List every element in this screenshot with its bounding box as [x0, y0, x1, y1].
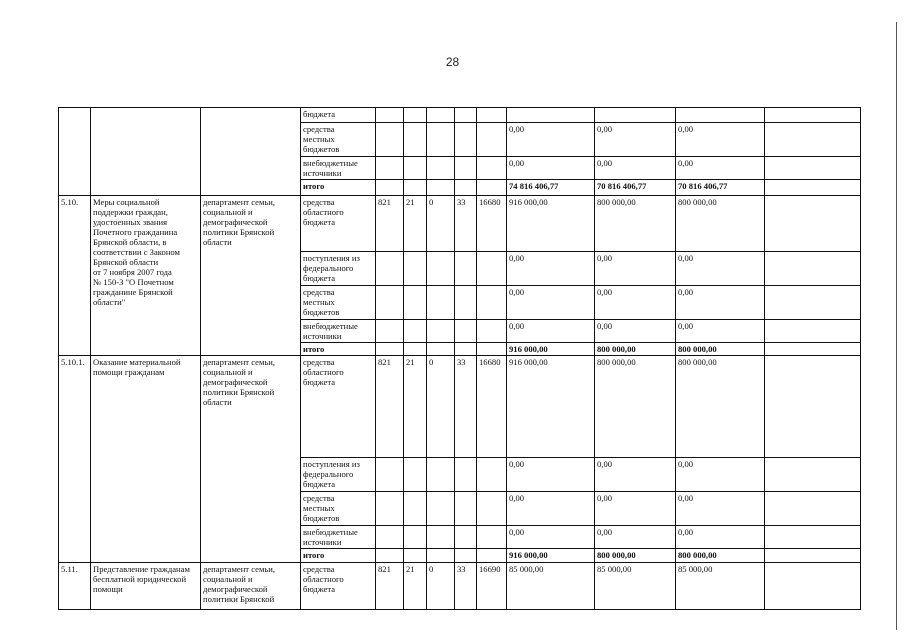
- empty-cell: [764, 525, 861, 549]
- target-code: 16690: [476, 562, 507, 610]
- code-rz: 21: [403, 562, 427, 610]
- amount-cell: 0,00: [594, 457, 676, 492]
- empty-cell: [403, 156, 427, 180]
- total-amount-cell: 800 000,00: [675, 548, 765, 563]
- measure-name: Представление гражданам бесплатной юридической помощи: [90, 562, 201, 610]
- target-code: 16680: [476, 195, 507, 252]
- source-cell: внебюджетные источники: [300, 319, 376, 343]
- source-cell: средства областного бюджета: [300, 562, 376, 610]
- code-cs: 33: [454, 562, 477, 610]
- empty-cell: [454, 179, 477, 196]
- empty-cell: [375, 491, 404, 526]
- empty-cell: [454, 457, 477, 492]
- source-cell: средства местных бюджетов: [300, 285, 376, 320]
- code-cs: 33: [454, 355, 477, 458]
- amount-cell: 0,00: [675, 319, 765, 343]
- amount-cell: 0,00: [594, 251, 676, 286]
- empty-cell: [764, 491, 861, 526]
- source-total-cell: итого: [300, 179, 376, 196]
- empty-cell: [454, 251, 477, 286]
- empty-cell: [476, 525, 507, 549]
- amount-cell: 85 000,00: [675, 562, 765, 610]
- empty-cell: [764, 285, 861, 320]
- empty-cell: [454, 491, 477, 526]
- amount-cell: 0,00: [675, 525, 765, 549]
- empty-cell: [476, 251, 507, 286]
- amount-cell: 800 000,00: [675, 195, 765, 252]
- amount-cell: 800 000,00: [594, 355, 676, 458]
- code-grbs: 821: [375, 195, 404, 252]
- amount-cell: 0,00: [594, 285, 676, 320]
- empty-cell: [476, 156, 507, 180]
- col-name-cell: [90, 107, 201, 196]
- empty-cell: [764, 342, 861, 356]
- source-cell: внебюджетные источники: [300, 156, 376, 180]
- empty-cell: [426, 457, 455, 492]
- empty-cell: [403, 179, 427, 196]
- row-number: 5.10.: [58, 195, 91, 356]
- empty-cell: [764, 122, 861, 157]
- source-cell: бюджета: [300, 107, 376, 123]
- empty-cell: [454, 156, 477, 180]
- empty-cell: [375, 457, 404, 492]
- empty-cell: [426, 342, 455, 356]
- source-total-cell: итого: [300, 342, 376, 356]
- code-grbs: 821: [375, 562, 404, 610]
- empty-cell: [476, 122, 507, 157]
- amount-cell: 0,00: [594, 122, 676, 157]
- source-cell: средства местных бюджетов: [300, 122, 376, 157]
- empty-cell: [476, 457, 507, 492]
- empty-cell: [426, 491, 455, 526]
- empty-cell: [764, 355, 861, 458]
- amount-cell: 0,00: [675, 457, 765, 492]
- source-cell: средства областного бюджета: [300, 195, 376, 252]
- empty-cell: [454, 525, 477, 549]
- empty-cell: [454, 342, 477, 356]
- empty-cell: [403, 251, 427, 286]
- amount-cell: 0,00: [594, 319, 676, 343]
- empty-cell: [764, 107, 861, 123]
- empty-cell: [426, 285, 455, 320]
- code-pr: 0: [426, 355, 455, 458]
- source-cell: внебюджетные источники: [300, 525, 376, 549]
- empty-cell: [426, 107, 455, 123]
- amount-cell: 0,00: [675, 285, 765, 320]
- empty-cell: [375, 342, 404, 356]
- code-rz: 21: [403, 355, 427, 458]
- empty-cell: [675, 107, 765, 123]
- code-pr: 0: [426, 562, 455, 610]
- empty-cell: [476, 319, 507, 343]
- empty-cell: [594, 107, 676, 123]
- source-cell: средства областного бюджета: [300, 355, 376, 458]
- total-amount-cell: 70 816 406,77: [675, 179, 765, 196]
- amount-cell: 0,00: [675, 156, 765, 180]
- empty-cell: [764, 457, 861, 492]
- empty-cell: [375, 156, 404, 180]
- row-number: 5.10.1.: [58, 355, 91, 563]
- total-amount-cell: 916 000,00: [506, 548, 595, 563]
- empty-cell: [426, 156, 455, 180]
- empty-cell: [426, 548, 455, 563]
- amount-cell: 0,00: [506, 457, 595, 492]
- empty-cell: [403, 319, 427, 343]
- empty-cell: [403, 122, 427, 157]
- empty-cell: [375, 548, 404, 563]
- empty-cell: [476, 285, 507, 320]
- total-amount-cell: 800 000,00: [594, 342, 676, 356]
- empty-cell: [454, 319, 477, 343]
- total-amount-cell: 800 000,00: [675, 342, 765, 356]
- empty-cell: [403, 107, 427, 123]
- amount-cell: 0,00: [506, 525, 595, 549]
- col-executor-cell: [200, 107, 301, 196]
- amount-cell: 916 000,00: [506, 195, 595, 252]
- empty-cell: [375, 122, 404, 157]
- empty-cell: [403, 342, 427, 356]
- empty-cell: [403, 491, 427, 526]
- empty-cell: [426, 525, 455, 549]
- executor: департамент семьи, социальной и демографической политики Брянской области: [200, 355, 301, 563]
- empty-cell: [375, 251, 404, 286]
- empty-cell: [476, 491, 507, 526]
- amount-cell: 916 000,00: [506, 355, 595, 458]
- amount-cell: 0,00: [506, 491, 595, 526]
- empty-cell: [476, 107, 507, 123]
- empty-cell: [403, 285, 427, 320]
- code-cs: 33: [454, 195, 477, 252]
- empty-cell: [375, 525, 404, 549]
- page-number: 28: [445, 55, 460, 69]
- executor: департамент семьи, социальной и демографической политики Брянской: [200, 562, 301, 610]
- amount-cell: 0,00: [675, 122, 765, 157]
- empty-cell: [764, 562, 861, 610]
- amount-cell: 0,00: [675, 251, 765, 286]
- empty-cell: [476, 548, 507, 563]
- amount-cell: 85 000,00: [506, 562, 595, 610]
- amount-cell: 0,00: [594, 156, 676, 180]
- empty-cell: [476, 342, 507, 356]
- empty-cell: [375, 107, 404, 123]
- empty-cell: [764, 195, 861, 252]
- empty-cell: [403, 457, 427, 492]
- amount-cell: 0,00: [506, 319, 595, 343]
- empty-cell: [426, 251, 455, 286]
- amount-cell: 0,00: [506, 122, 595, 157]
- source-cell: средства местных бюджетов: [300, 491, 376, 526]
- amount-cell: 0,00: [506, 156, 595, 180]
- total-amount-cell: 916 000,00: [506, 342, 595, 356]
- empty-cell: [506, 107, 595, 123]
- total-amount-cell: 74 816 406,77: [506, 179, 595, 196]
- measure-name: Меры социальной поддержки граждан, удостоенных звания Почетного гражданина Брянской области, в соответствии с Законом Брянской области от 7 ноября 2007 года № 150-З "О Почетном гражданине Брянской области": [90, 195, 201, 356]
- amount-cell: 0,00: [594, 491, 676, 526]
- empty-cell: [426, 179, 455, 196]
- empty-cell: [426, 122, 455, 157]
- amount-cell: 85 000,00: [594, 562, 676, 610]
- code-grbs: 821: [375, 355, 404, 458]
- amount-cell: 0,00: [506, 251, 595, 286]
- empty-cell: [476, 179, 507, 196]
- empty-cell: [764, 179, 861, 196]
- executor: департамент семьи, социальной и демографической политики Брянской области: [200, 195, 301, 356]
- empty-cell: [454, 122, 477, 157]
- amount-cell: 800 000,00: [594, 195, 676, 252]
- target-code: 16680: [476, 355, 507, 458]
- row-number: 5.11.: [58, 562, 91, 610]
- margin-line: [896, 22, 897, 630]
- code-rz: 21: [403, 195, 427, 252]
- col-number-cell: [58, 107, 91, 196]
- empty-cell: [764, 251, 861, 286]
- total-amount-cell: 70 816 406,77: [594, 179, 676, 196]
- total-amount-cell: 800 000,00: [594, 548, 676, 563]
- amount-cell: 0,00: [594, 525, 676, 549]
- empty-cell: [375, 319, 404, 343]
- source-cell: поступления из федерального бюджета: [300, 251, 376, 286]
- empty-cell: [764, 319, 861, 343]
- empty-cell: [426, 319, 455, 343]
- empty-cell: [454, 548, 477, 563]
- empty-cell: [454, 285, 477, 320]
- empty-cell: [375, 179, 404, 196]
- code-pr: 0: [426, 195, 455, 252]
- empty-cell: [403, 548, 427, 563]
- empty-cell: [764, 156, 861, 180]
- source-total-cell: итого: [300, 548, 376, 563]
- empty-cell: [764, 548, 861, 563]
- source-cell: поступления из федерального бюджета: [300, 457, 376, 492]
- empty-cell: [403, 525, 427, 549]
- amount-cell: 800 000,00: [675, 355, 765, 458]
- measure-name: Оказание материальной помощи гражданам: [90, 355, 201, 563]
- amount-cell: 0,00: [506, 285, 595, 320]
- amount-cell: 0,00: [675, 491, 765, 526]
- empty-cell: [375, 285, 404, 320]
- empty-cell: [454, 107, 477, 123]
